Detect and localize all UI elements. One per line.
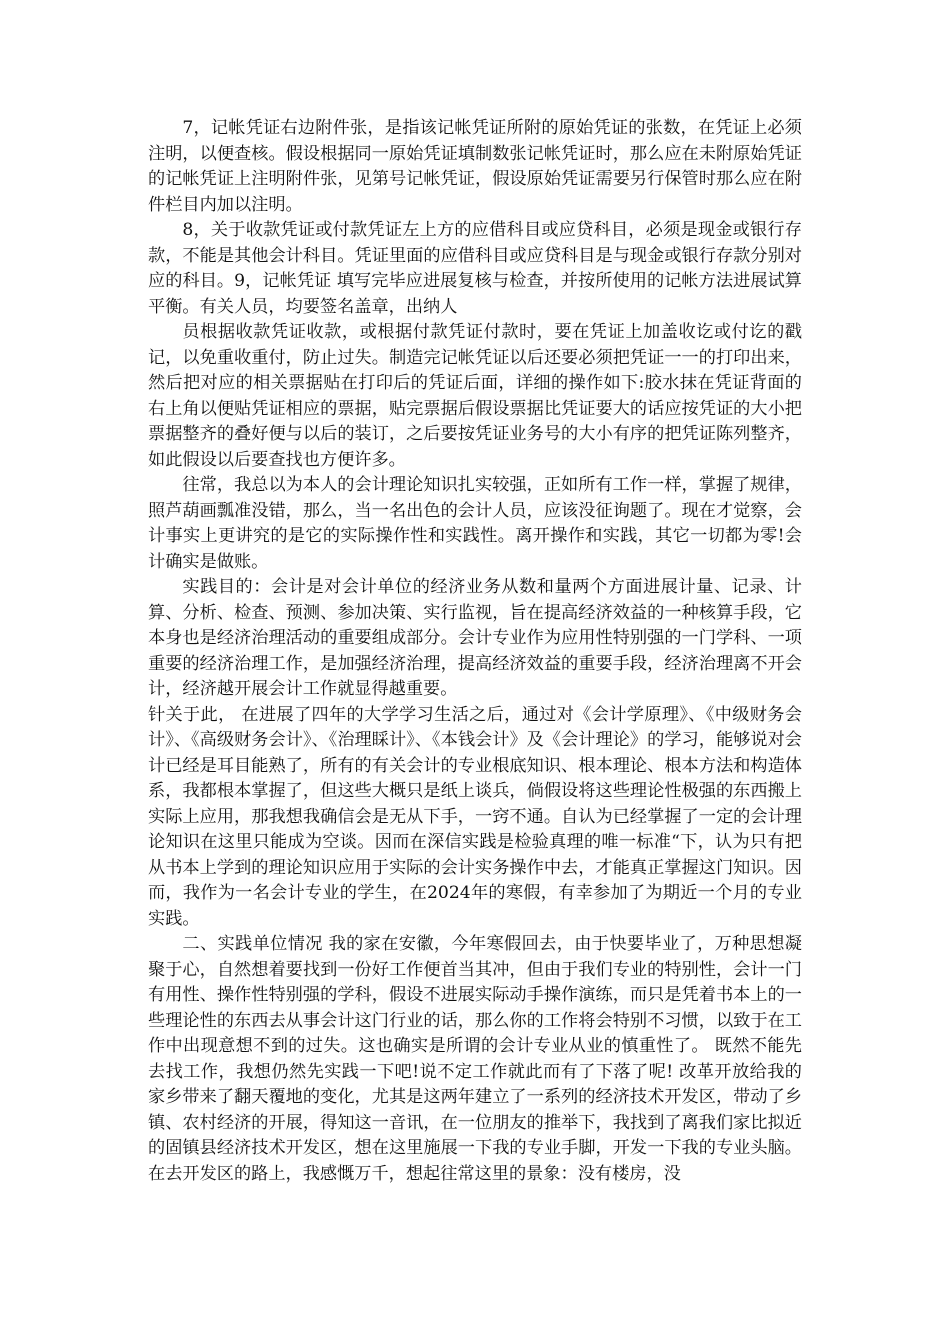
- paragraph-7-attachments: 7，记帐凭证右边附件张，是指该记帐凭证所附的原始凭证的张数，在凭证上必须注明，以便查核。假设根据同一原始凭证填制数张记帐凭证时，那么应在未附原始凭证的记帐凭证上注明附件张，见第号记帐凭证，假设原始凭证需要另行保管时那么应在附件栏目内加以注明。: [148, 118, 802, 215]
- paragraph-8-debit-credit: 8，关于收款凭证或付款凭证左上方的应借科目或应贷科目，必须是现金或银行存款，不能是其他会计科目。凭证里面的应借科目或应贷科目是与现金或银行存款分别对应的科目。9，记帐凭证 填写完毕应进展复核与检查，并按所使用的记帐方法进展试算平衡。有关人员，均要签名盖章，出纳人: [148, 220, 802, 317]
- paragraph-practice-unit: 二、实践单位情况 我的家在安徽，今年寒假回去，由于快要毕业了，万种思想凝聚于心，自然想着要找到一份好工作便首当其冲，但由于我们专业的特别性，会计一门有用性、操作性特别强的学科，假设不进展实际动手操作演练，而只是凭着书本上的一些理论性的东西去从事会计这门行业的话，那么你的工作将会特别不习惯，以致于在工作中出现意想不到的过失。这也确实是所谓的会计专业从业的慎重性了。 既然不能先去找工作，我想仍然先实践一下吧!说不定工作就此而有了下落了呢! 改革开放给我的家乡带来了翻天覆地的变化，尤其是这两年建立了一系列的经济技术开发区，带动了乡镇、农村经济的开展，得知这一音讯，在一位朋友的推举下，我找到了离我们家比拟近的固镇县经济技术开发区，想在这里施展一下我的专业手脚，开发一下我的专业头脑。 在去开发区的路上，我感慨万千，想起往常这里的景象：没有楼房，没: [148, 934, 802, 1184]
- paragraph-cashier-stamp: 员根据收款凭证收款，或根据付款凭证付款时，要在凭证上加盖收讫或付讫的戳记，以免重收重付，防止过失。制造完记帐凭证以后还要必须把凭证一一的打印出来，然后把对应的相关票据贴在打印后的凭证后面，详细的操作如下:胶水抹在凭证背面的右上角以便贴凭证相应的票据，贴完票据后假设票据比凭证要大的话应按凭证的大小把票据整齐的叠好便与以后的装订，之后要按凭证业务号的大小有序的把凭证陈列整齐，如此假设以后要查找也方便许多。: [148, 322, 802, 470]
- paragraph-practice-purpose: 实践目的：会计是对会计单位的经济业务从数和量两个方面进展计量、记录、计算、分析、检查、预测、参加决策、实行监视，旨在提高经济效益的一种核算手段，它本身也是经济治理活动的重要组成部分。会计专业作为应用性特别强的一门学科、一项重要的经济治理工作，是加强经济治理，提高经济效益的重要手段，经济治理离不开会计，经济越开展会计工作就显得越重要。: [148, 577, 802, 699]
- paragraph-study-background: 针关于此， 在进展了四年的大学学习生活之后，通过对《会计学原理》、《中级财务会计》、《高级财务会计》、《治理睬计》、《本钱会计》及《会计理论》的学习，能够说对会计已经是耳目能熟了，所有的有关会计的专业根底知识、根本理论、根本方法和构造体系，我都根本掌握了，但这些大概只是纸上谈兵，倘假设将这些理论性极强的东西搬上实际上应用，那我想我确信会是无从下手，一窍不通。自认为已经掌握了一定的会计理论知识在这里只能成为空谈。因而在深信实践是检验真理的唯一标准“下，认为只有把从书本上学到的理论知识应用于实际的会计实务操作中去，才能真正掌握这门知识。因而，我作为一名会计专业的学生，在2024年的寒假，有幸参加了为期近一个月的专业实践。: [148, 704, 802, 929]
- paragraph-reflection: 往常，我总以为本人的会计理论知识扎实较强，正如所有工作一样，掌握了规律，照芦葫画瓢准没错，那么，当一名出色的会计人员，应该没征询题了。现在才觉察，会计事实上更讲究的是它的实际操作性和实践性。离开操作和实践，其它一切都为零!会计确实是做账。: [148, 475, 802, 572]
- document-body: [148, 116, 802, 1187]
